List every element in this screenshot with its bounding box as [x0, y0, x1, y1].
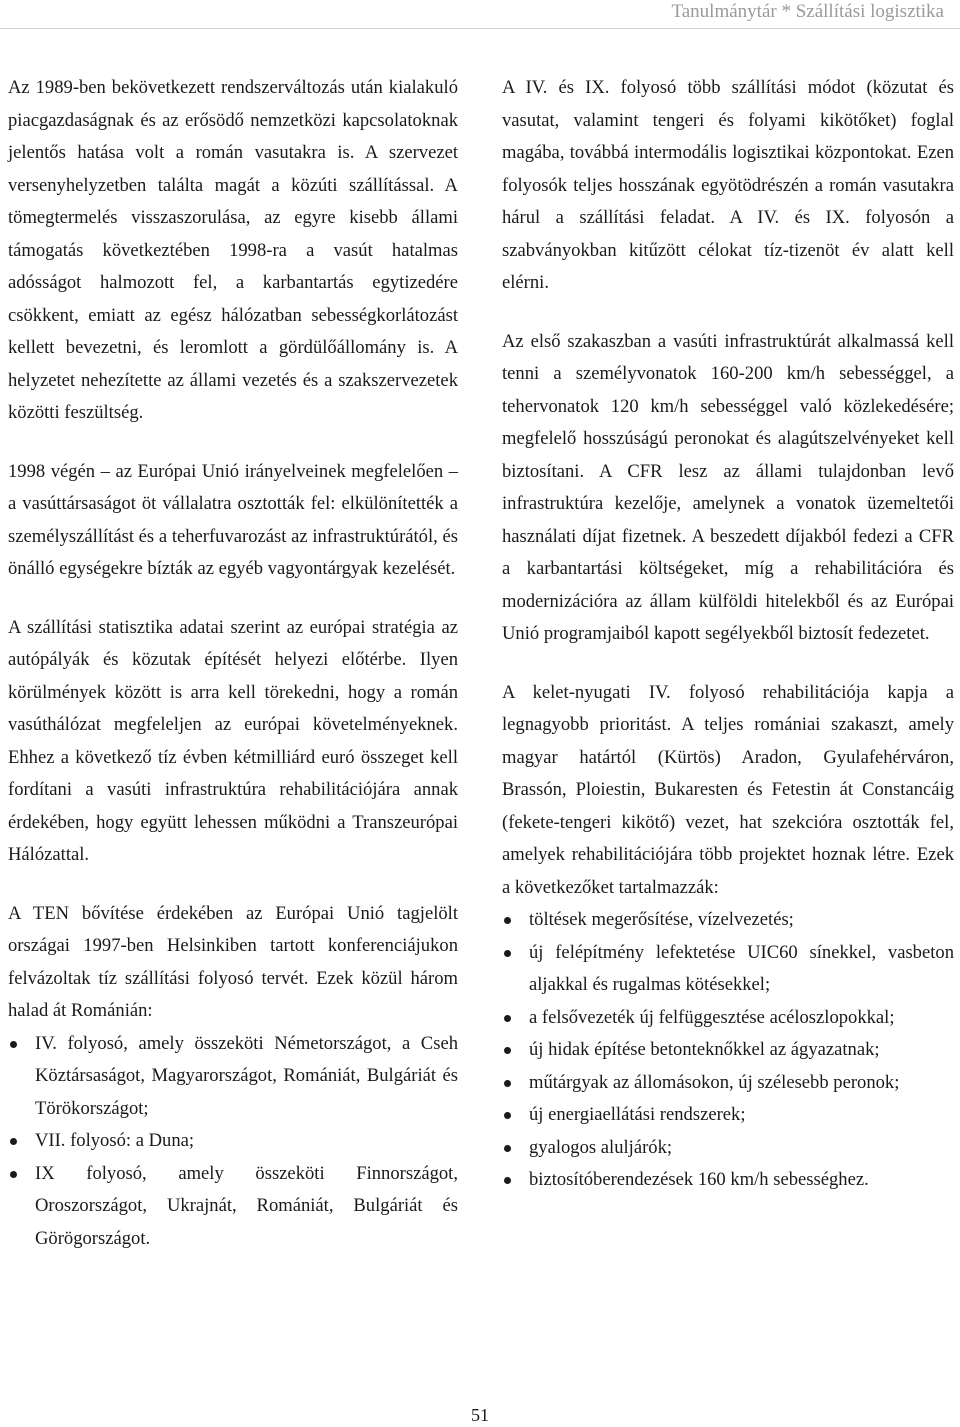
page-number: 51: [471, 1405, 489, 1425]
running-header: [0, 0, 960, 26]
list-item: gyalogos aluljárók;: [502, 1132, 954, 1165]
left-paragraph-2: 1998 végén ‒ az Európai Unió irányelveinek megfelelően ‒ a vasúttársaságot öt vállalatra osztották fel: elkülönítették a személyszállítást és a teherfuvarozást az infrastruktúrától, és önálló egységekre bízták az egyéb vagyontárgyak kezelését.: [8, 460, 458, 579]
header-divider: [0, 28, 960, 29]
list-item: műtárgyak az állomásokon, új szélesebb peronok;: [502, 1067, 954, 1100]
list-item: IX folyosó, amely összeköti Finnországot, Oroszországot, Ukrajnát, Romániát, Bulgáriát és Görögországot.: [8, 1158, 458, 1256]
left-column: [8, 72, 458, 1255]
list-item: töltések megerősítése, vízelvezetés;: [502, 904, 954, 937]
left-paragraph-1: Az 1989-ben bekövetkezett rendszerváltozás után kialakuló piacgazdaságnak és az erősödő nemzetközi kapcsolatoknak jelentős hatása volt a román vasutakra is. A szervezet versenyhelyzetben találta magát a közúti szállítással. A tömegtermelés visszaszorulása, az egyre kisebb állami támogatás következtében 1998-ra a vasút hatalmas adósságot halmozott fel, a karbantartás egytizedére csökkent, emiatt az egész hálózatban sebességkorlátozást kellett bevezetni, és leromlott a gördülőállomány is. A helyzetet nehezítette az állami vezetés és a szakszervezetek közötti feszültség.: [8, 77, 458, 423]
list-item: új felépítmény lefektetése UIC60 sínekkel, vasbeton aljakkal és rugalmas kötésekkel;: [502, 937, 954, 1002]
right-paragraph-2: Az első szakaszban a vasúti infrastruktúrát alkalmassá kell tenni a személyvonatok 160-200 km/h sebességgel, a tehervonatok 120 km/h sebességgel való közlekedésére; megfelelő hosszúságú peronokat és alagútszelvényeket kell biztosítani. A CFR lesz az állami tulajdonban levő infrastruktúra kezelője, amelynek a vonatok üzemeltetői használati díjat fizetnek. A beszedett díjakból fedezi a CFR a karbantartási költségeket, míg a rehabilitációra és modernizációra az állam külföldi hitelekből és az Európai Unió programjaiból kapott segélyekből biztosít fedezetet.: [502, 330, 954, 644]
rehabilitation-list: [502, 904, 954, 1197]
list-item: biztosítóberendezések 160 km/h sebességhez.: [502, 1164, 954, 1197]
running-header-title: Tanulmánytár * Szállítási logisztika: [671, 1, 944, 22]
list-item: a felsővezeték új felfüggesztése acéloszlopokkal;: [502, 1002, 954, 1035]
left-paragraph-4: A TEN bővítése érdekében az Európai Unió tagjelölt országai 1997-ben Helsinkiben tartott konferenciájukon felvázoltak tíz szállítási folyosó tervét. Ezek közül három halad át Románián:: [8, 902, 458, 1021]
list-item: új hidak építése betonteknőkkel az ágyazatnak;: [502, 1034, 954, 1067]
right-column: [502, 72, 954, 1197]
right-paragraph-1: A IV. és IX. folyosó több szállítási módot (közutat és vasutat, valamint tengeri és folyami kikötőket) foglal magába, továbbá intermodális logisztikai központokat. Ezen folyosók teljes hosszának egyötödrészén a román vasutakra hárul a szállítási feladat. A IV. és IX. folyosón a szabványokban kitűzött célokat tíz-tizenöt év alatt kell elérni.: [502, 77, 954, 293]
right-paragraph-3: A kelet-nyugati IV. folyosó rehabilitációja kapja a legnagyobb prioritást. A teljes romániai szakaszt, amely magyar határtól (Kürtös) Aradon, Gyulafehérváron, Brassón, Ploiestin, Bukaresten és Fetestin át Constancáig (fekete-tengeri kikötő) vezet, hat szekcióra osztották fel, amelyek rehabilitációjára több projektet hoznak létre. Ezek a következőket tartalmazzák:: [502, 681, 954, 898]
corridor-list: [8, 1028, 458, 1256]
left-paragraph-3: A szállítási statisztika adatai szerint az európai stratégia az autópályák és közutak építését helyezi előtérbe. Ilyen körülmények között is arra kell törekedni, hogy a román vasúthálózat megfeleljen az európai követelményeknek. Ehhez a következő tíz évben kétmilliárd euró összeget kell fordítani a vasúti infrastruktúra rehabilitációjára annak érdekében, hogy együtt lehessen működni a Transzeurópai Hálózattal.: [8, 616, 458, 865]
list-item: IV. folyosó, amely összeköti Németországot, a Cseh Köztársaságot, Magyarországot, Romániát, Bulgáriát és Törökországot;: [8, 1028, 458, 1126]
list-item: új energiaellátási rendszerek;: [502, 1099, 954, 1132]
list-item: VII. folyosó: a Duna;: [8, 1125, 458, 1158]
